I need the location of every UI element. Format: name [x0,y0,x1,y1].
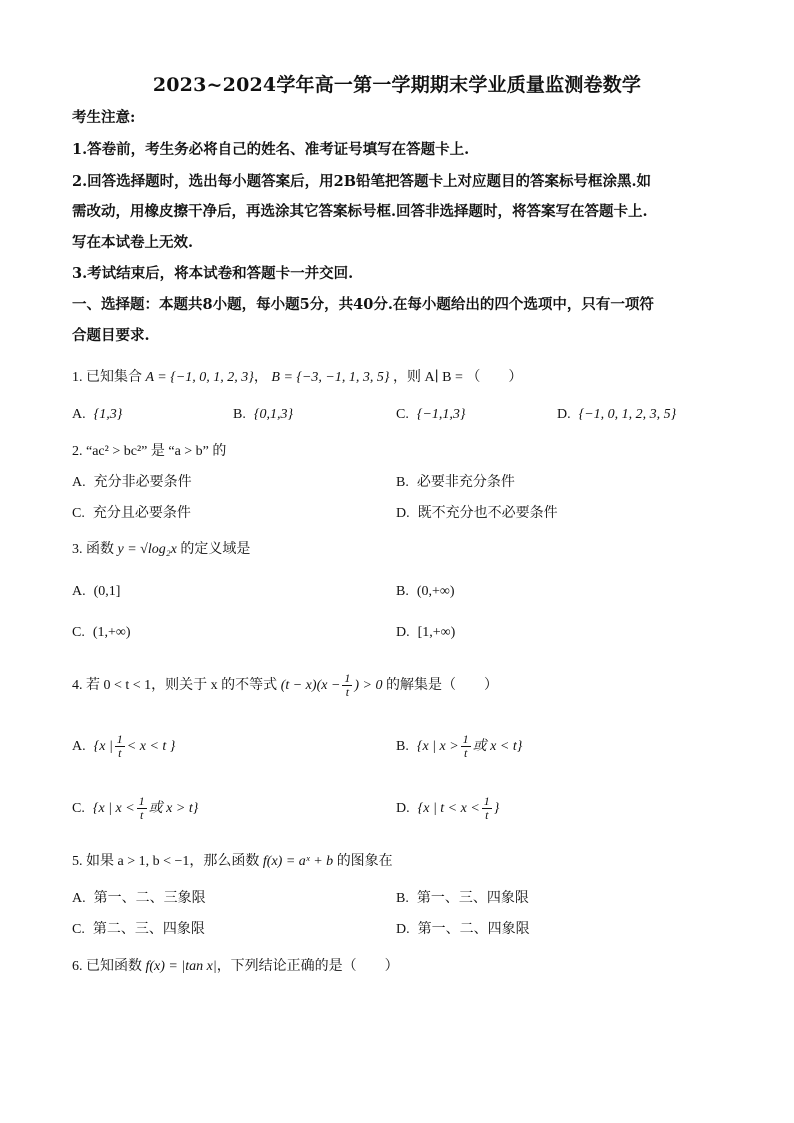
notice-heading: 考生注意: [72,109,136,126]
notice-item-2-line-1: 2.回答选择题时，选出每小题答案后，用2B铅笔把答题卡上对应题目的答案标号框涂黑.如 [72,173,652,190]
q2-option-c[interactable]: C. 充分且必要条件 [72,506,191,521]
q4-inequality-left: (t − x)(x − [280,677,341,693]
q5-function: f(x) = aˣ + b [262,854,334,869]
q2-option-d[interactable]: D. 既不充分也不必要条件 [396,506,558,521]
q3-prefix: 3. 函数 [72,542,114,557]
notice-item-1: 1.答卷前，考生务必将自己的姓名、准考证号填写在答题卡上. [72,141,470,158]
q4-option-a[interactable]: A. {x | $\frac{1}{t}$ < x < t } [72,732,176,761]
question-5 [72,855,393,869]
q1-option-b[interactable]: B. {0,1,3} [233,407,294,422]
q1-set-b: B = {−3, −1, 1, 3, 5} [271,370,390,385]
q3-function: y = √log₂x [117,542,177,557]
notice-item-2-line-3: 写在本试卷上无效. [72,234,194,251]
q5-prefix: 5. 如果 a > 1, b < −1，那么函数 [72,854,260,869]
q5-option-a[interactable]: A. 第一、二、三象限 [72,891,206,906]
q1-prefix: 1. 已知集合 [72,370,142,385]
q1-separator: ， [253,370,268,385]
q1-set-a: A = {−1, 0, 1, 2, 3} [145,370,254,385]
q4-inequality-fraction: $\frac{1}{t}$ [344,671,351,700]
q5-option-c[interactable]: C. 第二、三、四象限 [72,922,205,937]
q4-inequality-right: ) > 0 [354,677,383,693]
q3-suffix: 的定义域是 [180,542,251,557]
q4-suffix: 的解集是（ ） [386,677,498,693]
q1-suffix: ，则 A∣ B = （ ） [392,370,523,385]
question-1 [72,371,522,385]
q4-option-d[interactable]: D. {x | t < x < $\frac{1}{t}$ } [396,794,500,823]
section-1-heading: 一、选择题：本题共8小题，每小题5分，共40分.在每小题给出的四个选项中，只有一项符 [72,296,654,313]
q4-option-c[interactable]: C. {x | x < $\frac{1}{t}$ 或 x > t} [72,794,199,823]
q3-option-a[interactable]: A. (0,1] [72,584,121,599]
q2-option-b[interactable]: B. 必要非充分条件 [396,475,515,490]
q4-prefix: 4. 若 0 < t < 1，则关于 x 的不等式 [72,677,278,693]
q2-option-a[interactable]: A. 充分非必要条件 [72,475,192,490]
q1-option-a[interactable]: A. {1,3} [72,407,123,422]
question-4 [72,672,498,699]
q5-option-d[interactable]: D. 第一、二、四象限 [396,922,530,937]
q3-option-d[interactable]: D. [1,+∞) [396,625,456,640]
q5-option-b[interactable]: B. 第一、三、四象限 [396,891,529,906]
page-title: 2023~2024学年高一第一学期期末学业质量监测卷数学 [152,74,642,96]
question-6 [72,960,399,974]
q1-option-c[interactable]: C. {−1,1,3} [396,407,466,422]
q6-function: f(x) = |tan x| [145,959,217,974]
q6-suffix: ，下列结论正确的是（ ） [216,959,399,974]
q5-suffix: 的图象在 [336,854,393,869]
notice-item-3: 3.考试结束后，将本试卷和答题卡一并交回. [72,265,354,282]
q4-option-b[interactable]: B. {x | x > $\frac{1}{t}$ 或 x < t} [396,732,523,761]
q3-option-b[interactable]: B. (0,+∞) [396,584,455,599]
section-1-heading-cont: 合题目要求. [72,327,150,344]
q3-option-c[interactable]: C. (1,+∞) [72,625,131,640]
question-2: 2. “ac² > bc²” 是 “a > b” 的 [72,444,227,459]
question-3 [72,543,250,557]
q6-prefix: 6. 已知函数 [72,959,142,974]
q1-option-d[interactable]: D. {−1, 0, 1, 2, 3, 5} [557,407,677,422]
notice-item-2-line-2: 需改动，用橡皮擦干净后，再选涂其它答案标号框.回答非选择题时，将答案写在答题卡上. [72,203,648,220]
